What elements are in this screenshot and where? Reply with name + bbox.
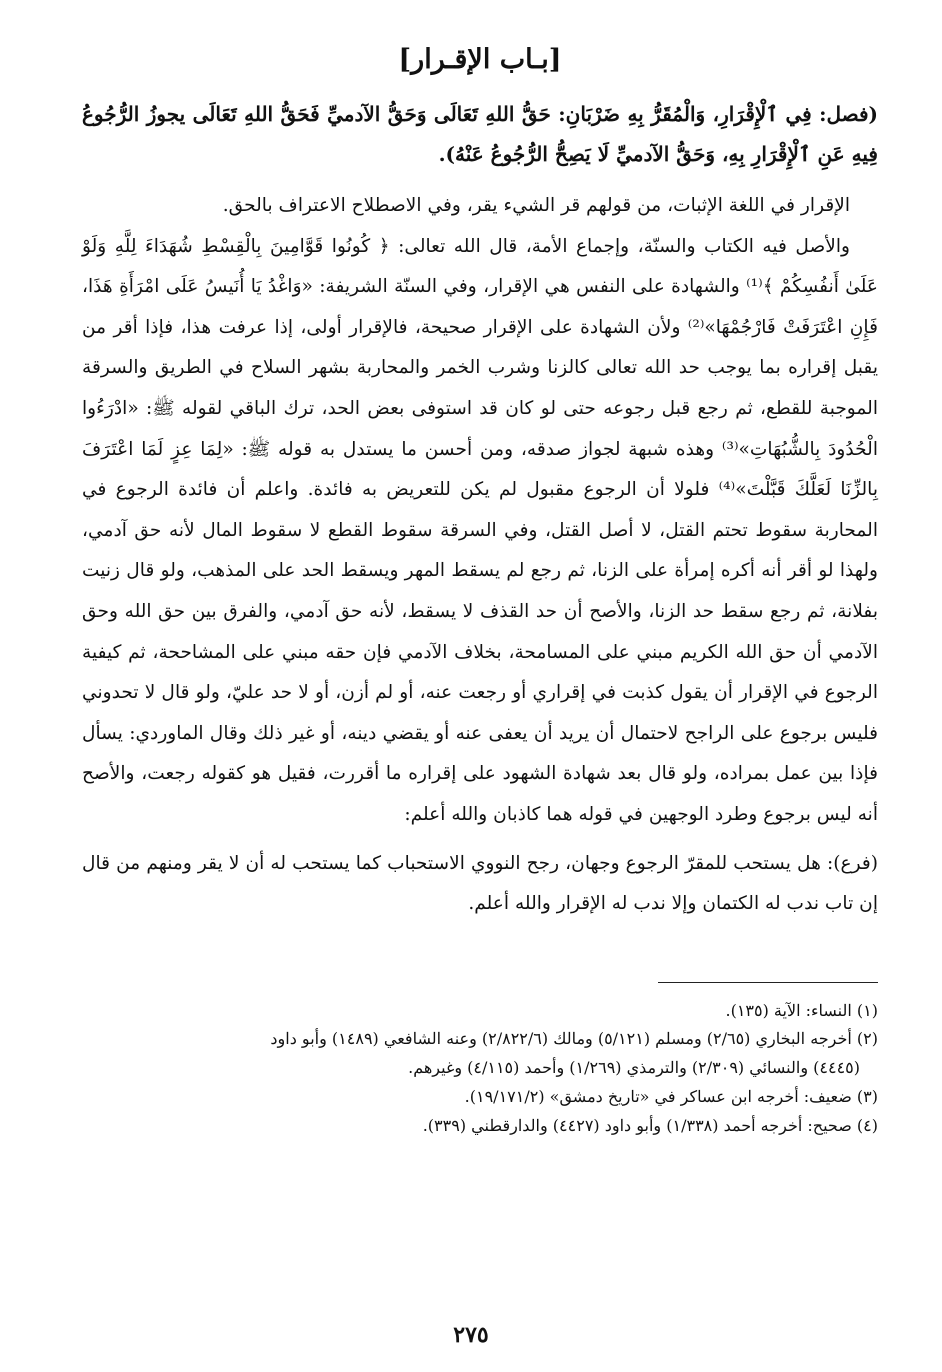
footnote: (١) النساء: الآية (١٣٥). [725, 1000, 878, 1020]
far-label: (فرع): [826, 852, 878, 874]
page-number: ٢٧٥ [453, 1322, 489, 1348]
footnotes [82, 997, 878, 1141]
footnote-continuation: (٤٤٤٥) والنسائي (٢/٣٠٩) والترمذي (١/٢٦٩) وأحمد (٤/١١٥) وغيرهم. [408, 1058, 860, 1078]
footnote: (٢) أخرجه البخاري (٢/٦٥) ومسلم (٥/١٢١) ومالك (٢/٨٢٢/٦) وعنه الشافعي (١٤٨٩) وأبو داود [270, 1029, 878, 1049]
far-paragraph [82, 844, 878, 924]
far-text: هل يستحب للمقرّ الرجوع وجهان، رجح النووي الاستحباب كما يستحب له أن لا يقر ومنهم من قال إن تاب ندب له الكتمان وإلا ندب له الإقرار والله أعلم. [82, 852, 878, 914]
footnote: (٣) ضعيف: أخرجه ابن عساكر في «تاريخ دمشق» (١٩/١٧١/٢). [464, 1086, 878, 1106]
commentary [82, 186, 878, 836]
chapter-title: [بـاب الإقـرار] [398, 44, 562, 75]
footnote-divider [658, 982, 878, 983]
matn-text: (فصل: فِي ٱلْإِقْرَارِ، وَالْمُقَرُّ بِهِ ضَرْبَانِ: حَقُّ اللهِ تَعَالَى وَحَقُّ الآدميِّ فَحَقُّ اللهِ تَعَالَى يجوزُ الرُّجُوعُ فِيهِ عَنِ ٱلْإِقْرَارِ بِهِ، وَحَقُّ الآدميِّ لَا يَصِحُّ الرُّجُوعُ عَنْهُ). [82, 102, 878, 166]
commentary-paragraph: الإقرار في اللغة الإثبات، من قولهم قر الشيء يقر، وفي الاصطلاح الاعتراف بالحق. [222, 195, 850, 216]
footnote: (٤) صحيح: أخرجه أحمد (١/٣٣٨) وأبو داود (٤٤٢٧) والدارقطني (٣٣٩). [422, 1115, 878, 1135]
commentary-paragraph: والأصل فيه الكتاب والسنّة، وإجماع الأمة، قال الله تعالى: ﴿ كُونُوا قَوَّامِينَ بِالْقِسْطِ شُهَدَاءَ لِلَّهِ وَلَوْ عَلَىٰ أَنفُسِكُمْ ﴾⁽¹⁾ والشهادة على النفس هي الإقرار، وفي السنّة الشريفة: «وَاغْدُ يَا أُنَيسُ عَلَى امْرَأَةِ هَذَا، فَإِنِ اعْتَرَفَتْ فَارْجُمْهَا»⁽²⁾ ولأن الشهادة على الإقرار صحيحة، فالإقرار أولى، إذا عرفت هذا، فإذا أقر من يقبل إقراره بما يوجب حد الله تعالى كالزنا وشرب الخمر والمحاربة بشهر السلاح في الطريق والسرقة الموجبة للقطع، ثم رجع قبل رجوعه حتى لو كان قد استوفى بعض الحد، ترك الباقي لقوله ﷺ: «ادْرَءُوا الْحُدُودَ بِالشُّبُهَاتِ»⁽³⁾ وهذه شبهة لجواز صدقه، ومن أحسن ما يستدل به قوله ﷺ: «لِمَا عِزٍ لَمَا اعْتَرَفَ بِالزِّنَا لَعَلَّكَ قَبَّلْتَ»⁽⁴⁾ فلولا أن الرجوع مقبول لم يكن للتعريض به فائدة. واعلم أن فائدة الرجوع في المحاربة سقوط تحتم القتل، لا أصل القتل، وفي السرقة سقوط القطع لا سقوط المال لأنه حق آدمي، ولهذا لو أقر أنه أكره إمرأة على الزنا، ثم رجع لم يسقط المهر ويسقط الحد على المذهب، ولو قال زنيت بفلانة، ثم رجع سقط حد الزنا، والأصح أن حد القذف لا يسقط، لأنه حق آدمي، والفرق بين حق الله وحق الآدمي أن حق الله الكريم مبني على المسامحة، بخلاف الآدمي فإن حقه مبني على المشاححة، ثم كيفية الرجوع في الإقرار أن يقول كذبت في إقراري أو رجعت عنه، أو لم أزن، أو لا حد عليّ، ولو قال لا تحدوني فليس برجوع على الراجح لاحتمال أن يريد أن يعفى عنه أو يقضي دينه، أو غير ذلك وقال الماوردي: يسأل فإذا بين عمل بمراده، ولو قال بعد شهادة الشهود على إقراره ما أقررت، فقيل هو كقوله رجعت، والأصح أنه ليس برجوع وطرد الوجهين في قوله هما كاذبان والله أعلم: [82, 235, 878, 825]
